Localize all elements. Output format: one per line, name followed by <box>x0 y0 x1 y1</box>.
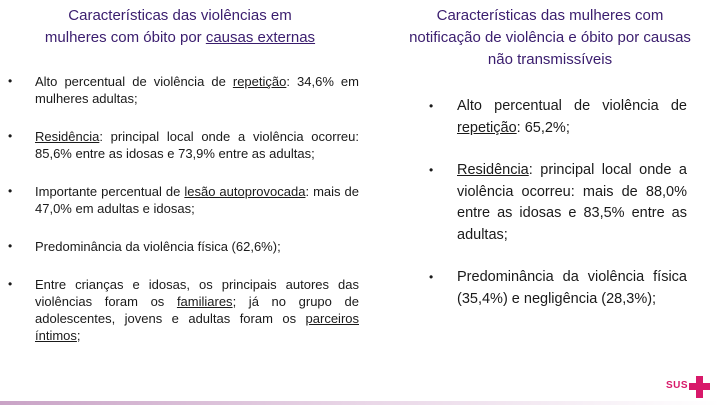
right-bullet-item <box>429 96 687 139</box>
bullet-text: : principal local onde a violência ocorreu: 85,6% entre as idosas e 73,9% entre as adultas; <box>35 129 359 161</box>
left-bullet-item <box>8 238 359 255</box>
bullet-dot-icon: • <box>8 277 13 291</box>
bullet-text: : 34,6% em mulheres adultas; <box>35 74 359 106</box>
bullet-text: : mais de 47,0% em adultas e idosas; <box>35 184 359 216</box>
right-title-line-1: Características das mulheres com <box>436 7 664 24</box>
bottom-gradient-bar <box>0 401 720 405</box>
bullet-emphasis-text: parceiros íntimos <box>35 311 359 343</box>
bullet-emphasis-text: lesão autoprovocada <box>184 184 306 199</box>
right-bullet-item <box>429 267 687 310</box>
bullet-text: Alto percentual de violência de <box>457 98 687 114</box>
bullet-text: ; <box>76 328 81 343</box>
bullet-dot-icon: • <box>8 129 13 143</box>
bullet-dot-icon: • <box>429 99 434 113</box>
left-bullet-item <box>8 276 359 344</box>
bullet-dot-icon: • <box>8 239 13 253</box>
bullet-emphasis-text: repetição <box>232 74 287 89</box>
left-title-line-2-text: mulheres com óbito por <box>44 29 206 46</box>
right-title-line-2: notificação de violência e óbito por causas <box>409 29 691 46</box>
bullet-text: : principal local onde a violência ocorreu: mais de 88,0% entre as idosas e 83,5% entre as adultas; <box>457 162 687 243</box>
right-column-title <box>380 5 720 71</box>
bullet-dot-icon: • <box>429 270 434 284</box>
bullet-text: Alto percentual de violência de <box>35 74 233 89</box>
bullet-text: Predominância da violência física (62,6%); <box>35 239 281 254</box>
bullet-text: Predominância da violência física (35,4%) e negligência (28,3%); <box>457 269 687 307</box>
sus-plus-icon-bar <box>689 383 710 390</box>
bullet-emphasis-text: familiares <box>176 294 233 309</box>
bullet-emphasis-text: repetição <box>457 119 517 136</box>
left-bullet-item <box>8 183 359 217</box>
right-bullet-list <box>429 96 687 310</box>
bullet-dot-icon: • <box>8 74 13 88</box>
bullet-dot-icon: • <box>8 184 13 198</box>
bullet-text: Importante percentual de <box>35 184 185 199</box>
bullet-text: Entre crianças e idosas, os principais autores das violências foram os <box>35 277 359 309</box>
left-bullet-item <box>8 128 359 162</box>
left-title-underlined: causas externas <box>205 29 316 46</box>
left-column-title <box>10 5 350 49</box>
bullet-text: : 65,2%; <box>516 119 570 136</box>
right-title-line-3: não transmissíveis <box>487 51 613 68</box>
bullet-dot-icon: • <box>429 163 434 177</box>
bullet-emphasis-text: Residência <box>457 162 529 178</box>
sus-logo-text: SUS <box>666 380 689 391</box>
sus-logo <box>666 374 716 400</box>
left-bullet-list <box>8 73 359 344</box>
left-title-line-2 <box>10 27 350 49</box>
left-bullet-item <box>8 73 359 107</box>
bullet-text: ; já no grupo de adolescentes, jovens e adultas foram os <box>35 294 359 326</box>
right-bullet-item <box>429 160 687 246</box>
bullet-emphasis-text: Residência <box>35 129 100 144</box>
left-title-line-1: Características das violências em <box>68 7 292 24</box>
